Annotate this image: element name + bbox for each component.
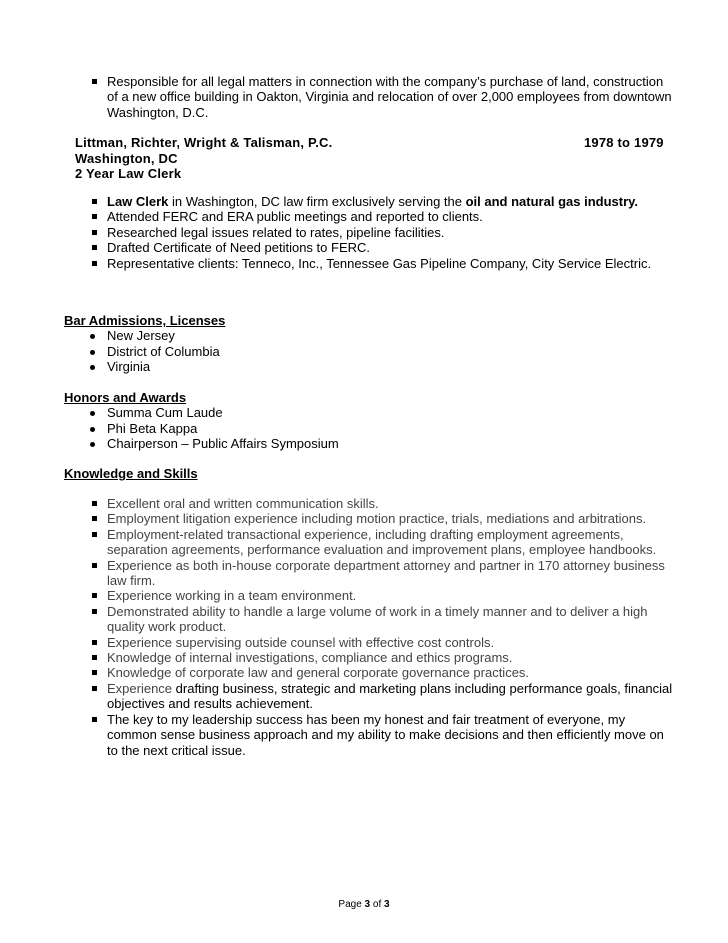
list-item: Demonstrated ability to handle a large volume of work in a timely manner and to deliver a high quality work product.: [64, 604, 674, 635]
list-item: Responsible for all legal matters in connection with the company’s purchase of land, construction of a new office building in Oakton, Virginia and relocation of over 2,000 employees from downtown Washington, D.C.: [64, 74, 674, 120]
list-item: Summa Cum Laude: [64, 405, 674, 421]
list-item: Law Clerk in Washington, DC law firm exclusively serving the oil and natural gas industry.: [64, 194, 674, 209]
list-item: Attended FERC and ERA public meetings and reported to clients.: [64, 209, 674, 224]
round-bullet-icon: [90, 411, 95, 416]
list-item: Excellent oral and written communication skills.: [64, 496, 674, 511]
square-bullet-icon: [92, 686, 97, 691]
list-item: Knowledge of internal investigations, compliance and ethics programs.: [64, 650, 674, 665]
list-item: District of Columbia: [64, 344, 674, 360]
total-page-number: 3: [384, 899, 390, 910]
list-item: Drafted Certificate of Need petitions to FERC.: [64, 240, 674, 255]
skills-heading-block: [64, 466, 674, 481]
square-bullet-icon: [92, 230, 97, 235]
firm-location: Washington, DC: [75, 150, 178, 166]
list-item: Chairperson – Public Affairs Symposium: [64, 436, 674, 452]
list-item: Experience drafting business, strategic and marketing plans including performance goals, financial objectives and results achievement.: [64, 681, 674, 712]
square-bullet-icon: [92, 593, 97, 598]
list-item: Researched legal issues related to rates, pipeline facilities.: [64, 225, 674, 240]
firm-name: Littman, Richter, Wright & Talisman, P.C.: [75, 135, 333, 150]
square-bullet-icon: [92, 199, 97, 204]
square-bullet-icon: [92, 516, 97, 521]
list-item: Experience working in a team environment.: [64, 588, 674, 603]
law-clerk-bullets: [64, 194, 674, 271]
firm-header: [75, 135, 675, 182]
square-bullet-icon: [92, 563, 97, 568]
honors-section: [64, 390, 674, 452]
list-item: Experience as both in-house corporate department attorney and partner in 170 attorney business law firm.: [64, 558, 674, 589]
bar-admissions-section: [64, 313, 674, 375]
round-bullet-icon: [90, 334, 95, 339]
square-bullet-icon: [92, 261, 97, 266]
round-bullet-icon: [90, 350, 95, 355]
list-item: The key to my leadership success has been my honest and fair treatment of everyone, my common sense business approach and my ability to make decisions and then efficiently move on to the next critical issue.: [64, 712, 674, 758]
bar-admissions-list: [64, 328, 674, 375]
list-item: Knowledge of corporate law and general corporate governance practices.: [64, 665, 674, 680]
list-item: Employment litigation experience including motion practice, trials, mediations and arbitrations.: [64, 511, 674, 526]
skills-list: [64, 496, 674, 758]
round-bullet-icon: [90, 365, 95, 370]
square-bullet-icon: [92, 655, 97, 660]
law-clerk-section: [64, 194, 674, 271]
firm-dates: 1978 to 1979: [584, 135, 664, 150]
previous-role-section: [64, 74, 674, 120]
round-bullet-icon: [90, 442, 95, 447]
square-bullet-icon: [92, 79, 97, 84]
list-item: Employment-related transactional experience, including drafting employment agreements, separation agreements, performance evaluation and improvement plans, employee handbooks.: [64, 527, 674, 558]
square-bullet-icon: [92, 532, 97, 537]
list-item: Representative clients: Tenneco, Inc., Tennessee Gas Pipeline Company, City Service Electric.: [64, 256, 674, 271]
skills-section: [64, 496, 674, 758]
square-bullet-icon: [92, 501, 97, 506]
list-item: Phi Beta Kappa: [64, 421, 674, 437]
page-footer: Page 3 of 3: [338, 899, 390, 910]
square-bullet-icon: [92, 717, 97, 722]
firm-title: 2 Year Law Clerk: [75, 166, 182, 181]
current-page-number: 3: [364, 899, 371, 910]
previous-role-bullets: [64, 74, 674, 120]
honors-heading: Honors and Awards: [64, 390, 187, 405]
list-item: Virginia: [64, 359, 674, 375]
square-bullet-icon: [92, 245, 97, 250]
square-bullet-icon: [92, 670, 97, 675]
bar-admissions-heading: Bar Admissions, Licenses: [64, 313, 226, 328]
list-item: New Jersey: [64, 328, 674, 344]
round-bullet-icon: [90, 427, 95, 432]
skills-heading: Knowledge and Skills: [64, 466, 198, 481]
square-bullet-icon: [92, 640, 97, 645]
square-bullet-icon: [92, 609, 97, 614]
square-bullet-icon: [92, 214, 97, 219]
list-item: Experience supervising outside counsel with effective cost controls.: [64, 635, 674, 650]
honors-list: [64, 405, 674, 452]
